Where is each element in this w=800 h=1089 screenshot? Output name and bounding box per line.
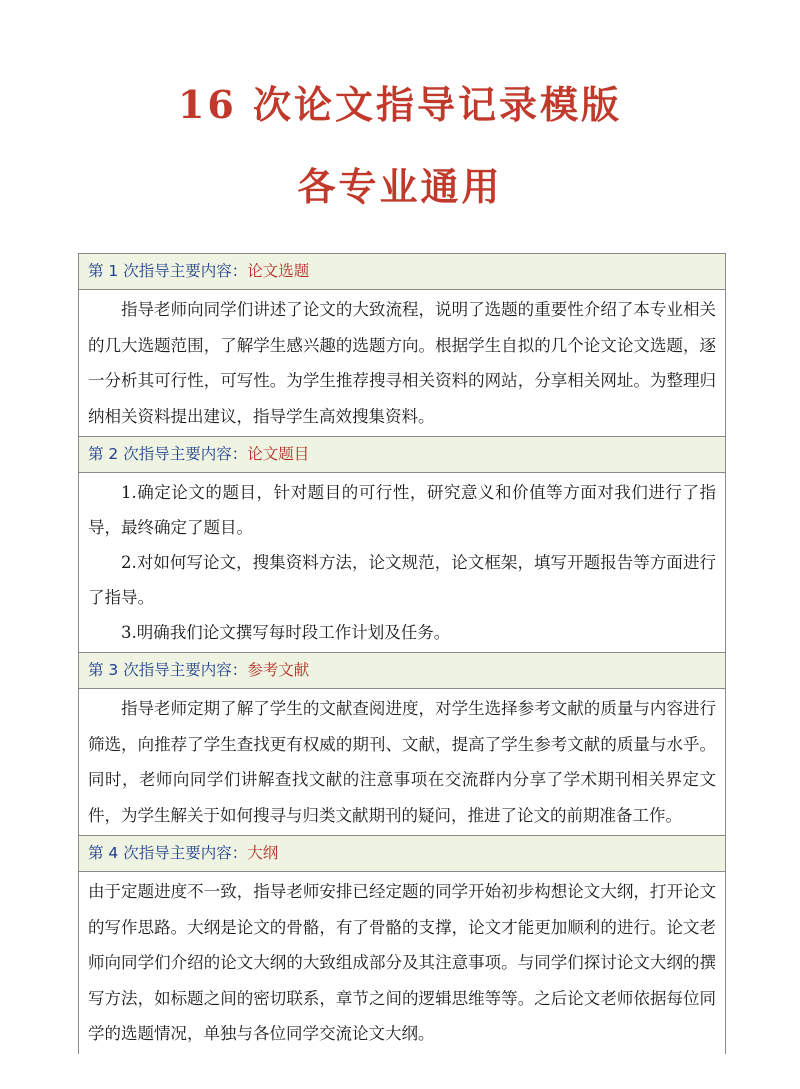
section-2-body [79, 473, 725, 653]
document-subtitle: 各专业通用 [297, 164, 503, 209]
section-3-header [79, 653, 725, 689]
section-3-topic: 参考文献 [247, 661, 310, 679]
section-2-item-3: 3.明确我们论文撰写每时段工作计划及任务。 [121, 623, 451, 642]
section-1-topic: 论文选题 [247, 262, 310, 280]
section-2-item-2: 2.对如何写论文，搜集资料方法，论文规范，论文框架，填写开题报告等方面进行了指导。 [88, 553, 716, 607]
section-2-header [79, 437, 725, 473]
section-2-item-1: 1.确定论文的题目，针对题目的可行性，研究意义和价值等方面对我们进行了指导，最终确定了题目。 [88, 483, 716, 537]
section-3-label: 第 3 次指导主要内容： [88, 661, 248, 679]
section-4-label: 第 4 次指导主要内容： [88, 844, 248, 862]
document-title: 16 次论文指导记录模版 [177, 82, 623, 127]
section-1-header [79, 254, 725, 290]
section-4-paragraph: 由于定题进度不一致，指导老师安排已经定题的同学开始初步构想论文大纲，打开论文的写作思路。大纲是论文的骨骼，有了骨骼的支撑，论文才能更加顺利的进行。论文老师向同学们介绍的论文大纲的大致组成部分及其注意事项。与同学们探讨论文大纲的撰写方法，如标题之间的密切联系，章节之间的逻辑思维等等。之后论文老师依据每位同学的选题情况，单独与各位同学交流论文大纲。 [88, 882, 716, 1043]
section-3-body [79, 689, 725, 836]
section-1-paragraph: 指导老师向同学们讲述了论文的大致流程，说明了选题的重要性介绍了本专业相关的几大选题范围，了解学生感兴趣的选题方向。根据学生自拟的几个论文论文选题，逐一分析其可行性，可写性。为学生推荐搜寻相关资料的网站，分享相关网址。为整理归纳相关资料提出建议，指导学生高效搜集资料。 [88, 300, 716, 426]
section-4-body [79, 872, 725, 1054]
section-1-body [79, 290, 725, 437]
section-4-topic: 大纲 [247, 844, 279, 862]
section-4-header [79, 836, 725, 872]
section-1-label: 第 1 次指导主要内容： [88, 262, 248, 280]
guidance-record-table [78, 253, 726, 1054]
section-2-topic: 论文题目 [247, 445, 310, 463]
section-3-paragraph: 指导老师定期了解了学生的文献查阅进度，对学生选择参考文献的质量与内容进行筛选，向推荐了学生查找更有权威的期刊、文献，提高了学生参考文献的质量与水乎。同时，老师向同学们讲解查找文献的注意事项在交流群内分享了学术期刊相关界定文件，为学生解关于如何搜寻与归类文献期刊的疑问，推进了论文的前期准备工作。 [88, 699, 716, 825]
section-2-label: 第 2 次指导主要内容： [88, 445, 248, 463]
